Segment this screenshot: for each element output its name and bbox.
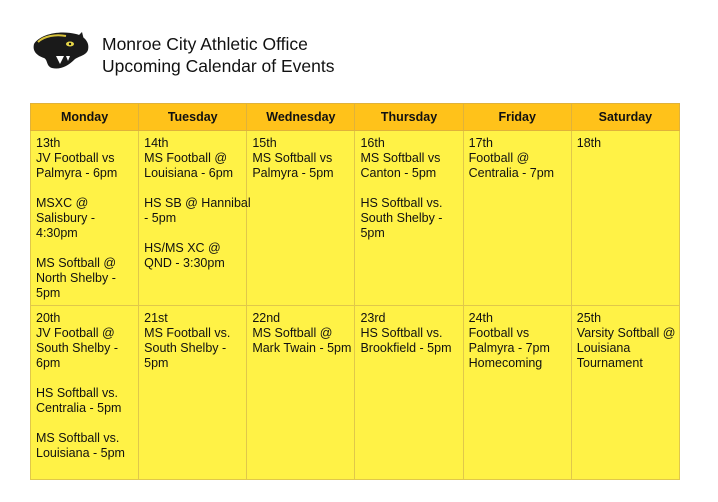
page-header <box>30 30 530 85</box>
day-number: 23rd <box>360 311 386 325</box>
event-text: HS/MS XC @ <box>144 241 221 255</box>
event-text: MSXC @ <box>36 196 89 210</box>
event-text: - 5pm <box>144 211 177 225</box>
day-number: 18th <box>576 136 602 150</box>
event-text: MS Softball vs <box>252 151 333 165</box>
event-text: Brookfield - 5pm <box>360 341 452 355</box>
event-text: 6pm <box>36 356 61 370</box>
event-text: Canton - 5pm <box>360 166 437 180</box>
event-text: HS Softball vs. <box>360 326 443 340</box>
event-text: MS Softball @ <box>36 256 117 270</box>
day-number: 22nd <box>252 311 281 325</box>
weekday-header-wednesday: Wednesday <box>247 104 355 131</box>
day-cell <box>31 306 139 480</box>
day-cell <box>571 306 679 480</box>
event-text: Football vs <box>468 326 530 340</box>
weekday-header-thursday: Thursday <box>355 104 463 131</box>
event-text: Varsity Softball @ <box>576 326 676 340</box>
event-text: 5pm <box>144 356 169 370</box>
event-text: Tournament <box>576 356 643 370</box>
day-number: 25th <box>576 311 602 325</box>
weekday-header-row <box>31 104 680 131</box>
event-text: Palmyra - 5pm <box>252 166 334 180</box>
day-cell <box>571 131 679 306</box>
day-cell <box>247 131 355 306</box>
event-text: HS Softball vs. <box>360 196 443 210</box>
day-cell <box>247 306 355 480</box>
day-cell <box>355 306 463 480</box>
event-text: HS Softball vs. <box>36 386 118 400</box>
event-text: MS Football @ <box>144 151 228 165</box>
event-text: South Shelby - <box>36 341 118 355</box>
day-number: 13th <box>36 136 61 150</box>
day-number: 16th <box>360 136 385 150</box>
week-row <box>31 131 680 306</box>
day-number: 21st <box>144 311 168 325</box>
day-cell <box>139 131 251 306</box>
line-spacer <box>36 241 134 256</box>
event-text: South Shelby - <box>144 341 227 355</box>
events-calendar <box>30 103 680 480</box>
line-spacer <box>36 371 134 386</box>
calendar-body <box>31 131 680 480</box>
event-text: Homecoming <box>468 356 543 370</box>
event-text: MS Football vs. <box>144 326 231 340</box>
day-number: 15th <box>252 136 277 150</box>
day-number: 20th <box>36 311 61 325</box>
event-text: QND - 3:30pm <box>144 256 225 270</box>
event-text: Louisiana <box>576 341 631 355</box>
day-number: 24th <box>468 311 493 325</box>
event-text: Salisbury - <box>36 211 96 225</box>
event-text: Palmyra - 6pm <box>36 166 118 180</box>
header-titles <box>102 33 334 77</box>
event-text: Louisiana - 5pm <box>36 446 125 460</box>
event-text: Centralia - 7pm <box>468 166 555 180</box>
line-spacer <box>36 416 134 431</box>
week-row <box>31 306 680 480</box>
event-text: Palmyra - 7pm <box>468 341 550 355</box>
event-text: Centralia - 5pm <box>36 401 122 415</box>
weekday-header-tuesday: Tuesday <box>139 104 247 131</box>
event-text: 4:30pm <box>36 226 78 240</box>
event-text: MS Softball vs. <box>36 431 120 445</box>
line-spacer <box>144 226 242 241</box>
day-cell <box>139 306 247 480</box>
office-title: Monroe City Athletic Office <box>102 34 308 54</box>
line-spacer <box>36 181 134 196</box>
day-cell <box>31 131 139 306</box>
event-text: Louisiana - 6pm <box>144 166 234 180</box>
panther-logo-icon <box>30 30 92 72</box>
day-cell <box>463 131 571 306</box>
weekday-header-saturday: Saturday <box>571 104 679 131</box>
event-text: MS Softball vs <box>360 151 441 165</box>
event-text: North Shelby - <box>36 271 116 285</box>
event-text: 5pm <box>36 286 61 300</box>
event-text: JV Football @ <box>36 326 115 340</box>
day-number: 17th <box>468 136 493 150</box>
event-text: JV Football vs <box>36 151 115 165</box>
weekday-header-monday: Monday <box>31 104 139 131</box>
event-text: Mark Twain - 5pm <box>252 341 352 355</box>
event-text: MS Softball @ <box>252 326 333 340</box>
line-spacer <box>360 181 458 196</box>
event-text: 5pm <box>360 226 385 240</box>
line-spacer <box>144 181 242 196</box>
day-cell <box>355 131 463 306</box>
event-text: Football @ <box>468 151 530 165</box>
day-cell <box>463 306 571 480</box>
event-text: South Shelby - <box>360 211 443 225</box>
weekday-header-friday: Friday <box>463 104 571 131</box>
calendar-subtitle: Upcoming Calendar of Events <box>102 56 335 76</box>
day-number: 14th <box>144 136 169 150</box>
event-text: HS SB @ Hannibal <box>144 196 251 210</box>
